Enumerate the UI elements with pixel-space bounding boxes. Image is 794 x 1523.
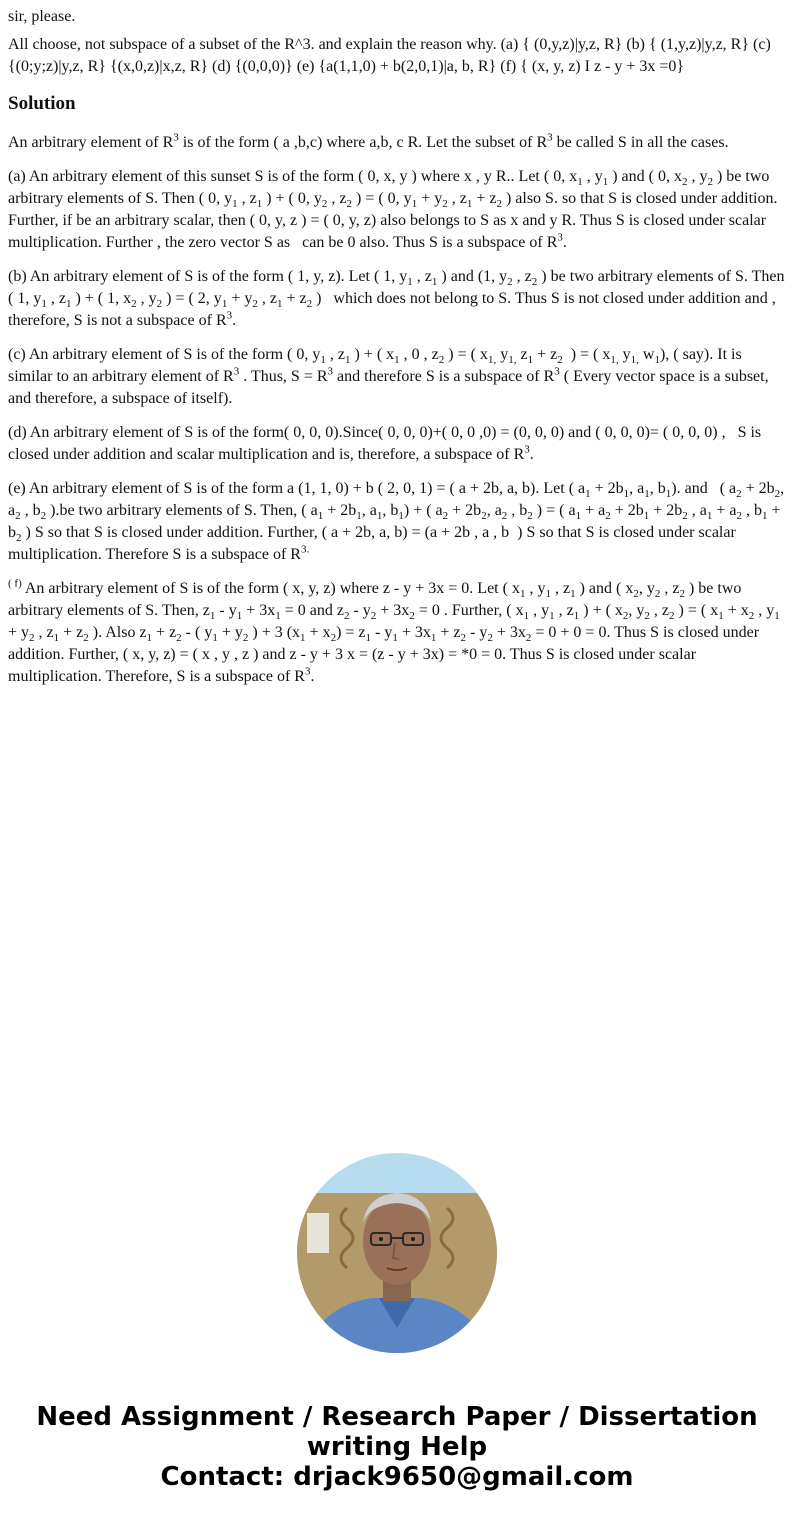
greeting-text: sir, please. [8,8,76,25]
promo-footer [0,1402,794,1492]
solution-document [8,6,786,700]
part-b-paragraph: (b) An arbitrary element of S is of the form ( 1, y, z). Let ( 1, $y_1$ , $z_1$ ) and (1, $y_2$ , $z_2$ ) be two arbitrary elements of S. Then ( 1, $y_1$ , $z_1$ ) + ( 1, $x_2$ , $y_2$ ) = ( 2, $y_1 + y_2$ , $z_1 + z_2$ ) which does not belong to S. Thus S is not closed under addition and , therefore, S is not a subspace of $R^3$. [8,268,785,329]
promo-line-1: Need Assignment / Research Paper / Dissertation [36,1402,758,1432]
author-portrait-icon [297,1153,497,1353]
part-f-paragraph: $^{( f)}$ An arbitrary element of S is of the form ( x, y, z) where z - y + 3x = 0. Let ( $x_1$ , $y_1$ , $z_1$ ) and ( $x_2$, $y_2$ , $z_2$ ) be two arbitrary elements of S. Then, $z_1 - y_1 + 3x_1 = 0$ and $z_2 - y_2 + 3x_2 = 0$ . Further, ( $x_1$ , $y_1$ , $z_1$ ) + ( $x_2$, $y_2$ , $z_2$ ) = ( $x_1 + x_2$ , $y_1 + y_2$ , $z_1 + z_2$ ). Also $z_1 + z_2$ - ( $y_1 + y_2$ ) + 3 $(x_1 + x_2) = z_1 - y_1 + 3x_1 + z_2 - y_2 + 3x_2 = 0 + 0 = 0$. Thus S is closed under addition. Further, ( x, y, z) = ( x , y , z ) and z - y + 3 x = (z - y + 3x) = *0 = 0. Thus S is closed under scalar multiplication. Therefore, S is a subspace of $R^3$. [8,577,780,685]
question-text: All choose, not subspace of a subset of the R^3. and explain the reason why. (a) { (0,y,z)|y,z, R} (b) { (1,y,z)|y,z, R} (c) {(0;y;z)|y,z, R} {(x,0,z)|x,z, R} (d) {(0,0,0)} (e) {a(1,1,0) + b(2,0,1)|a, b, R} (f) { (x, y, z) I z - y + 3x =0} [8,36,771,75]
author-avatar [297,1153,497,1353]
part-e-paragraph: (e) An arbitrary element of S is of the form a (1, 1, 0) + b ( 2, 0, 1) = ( a + 2b, a, b). Let ( $a_1 + 2b_1$, $a_1$, $b_1$). and ( $a_2 + 2b_2$, $a_2$ , $b_2$ ).be two arbitrary elements of S. Then, ( $a_1 + 2b_1$, $a_1$, $b_1$) + ( $a_2 + 2b_2$, $a_2$ , $b_2$ ) = ( $a_1 + a_2 + 2b_1 + 2b_2$ , $a_1 + a_2$ , $b_1 + b_2$ ) S so that S is closed under addition. Further, ( a + 2b, a, b) = (a + 2b , a , b ) S so that S is closed under scalar multiplication. Therefore S is a subspace of $R^{3.}$ [8,480,785,563]
solution-heading: Solution [8,93,76,114]
part-c-paragraph: (c) An arbitrary element of S is of the form ( 0, $y_1$ , $z_1$ ) + ( $x_1$ , 0 , $z_2$ ) = ( $x_{1,}$ $y_{1,}$ $z_1 + z_2$ ) = ( $x_{1,}$ $y_{1,}$ $w_1$), ( say). It is similar to an arbitrary element of $R^3$ . Thus, $S = R^3$ and therefore S is a subspace of $R^3$ ( Every vector space is a subset, and therefore, a subspace of itself). [8,346,769,407]
promo-contact: Contact: drjack9650@gmail.com [160,1462,634,1492]
intro-paragraph: An arbitrary element of $R^3$ is of the form ( a ,b,c) where a,b, c R. Let the subset of $R^3$ be called S in all the cases. [8,131,729,151]
promo-line-2: writing Help [306,1432,488,1462]
part-d-paragraph: (d) An arbitrary element of S is of the form( 0, 0, 0).Since( 0, 0, 0)+( 0, 0 ,0) = (0, 0, 0) and ( 0, 0, 0)= ( 0, 0, 0) , S is closed under addition and scalar multiplication and is, therefore, a subspace of $R^3$. [8,424,762,463]
part-a-paragraph: (a) An arbitrary element of this sunset S is of the form ( 0, x, y ) where x , y R.. Let ( 0, $x_1$ , $y_1$ ) and ( 0, $x_2$ , $y_2$ ) be two arbitrary elements of S. Then ( 0, $y_1$ , $z_1$ ) + ( 0, $y_2$ , $z_2$ ) = ( 0, $y_1 + y_2$ , $z_1 + z_2$ ) also S. so that S is closed under addition. Further, if be an arbitrary scalar, then ( 0, y, z ) = ( 0, y, z) also belongs to S as x and y R. Thus S is closed under scalar multiplication. Further , the zero vector S as can be 0 also. Thus S is a subspace of $R^3$. [8,168,778,251]
